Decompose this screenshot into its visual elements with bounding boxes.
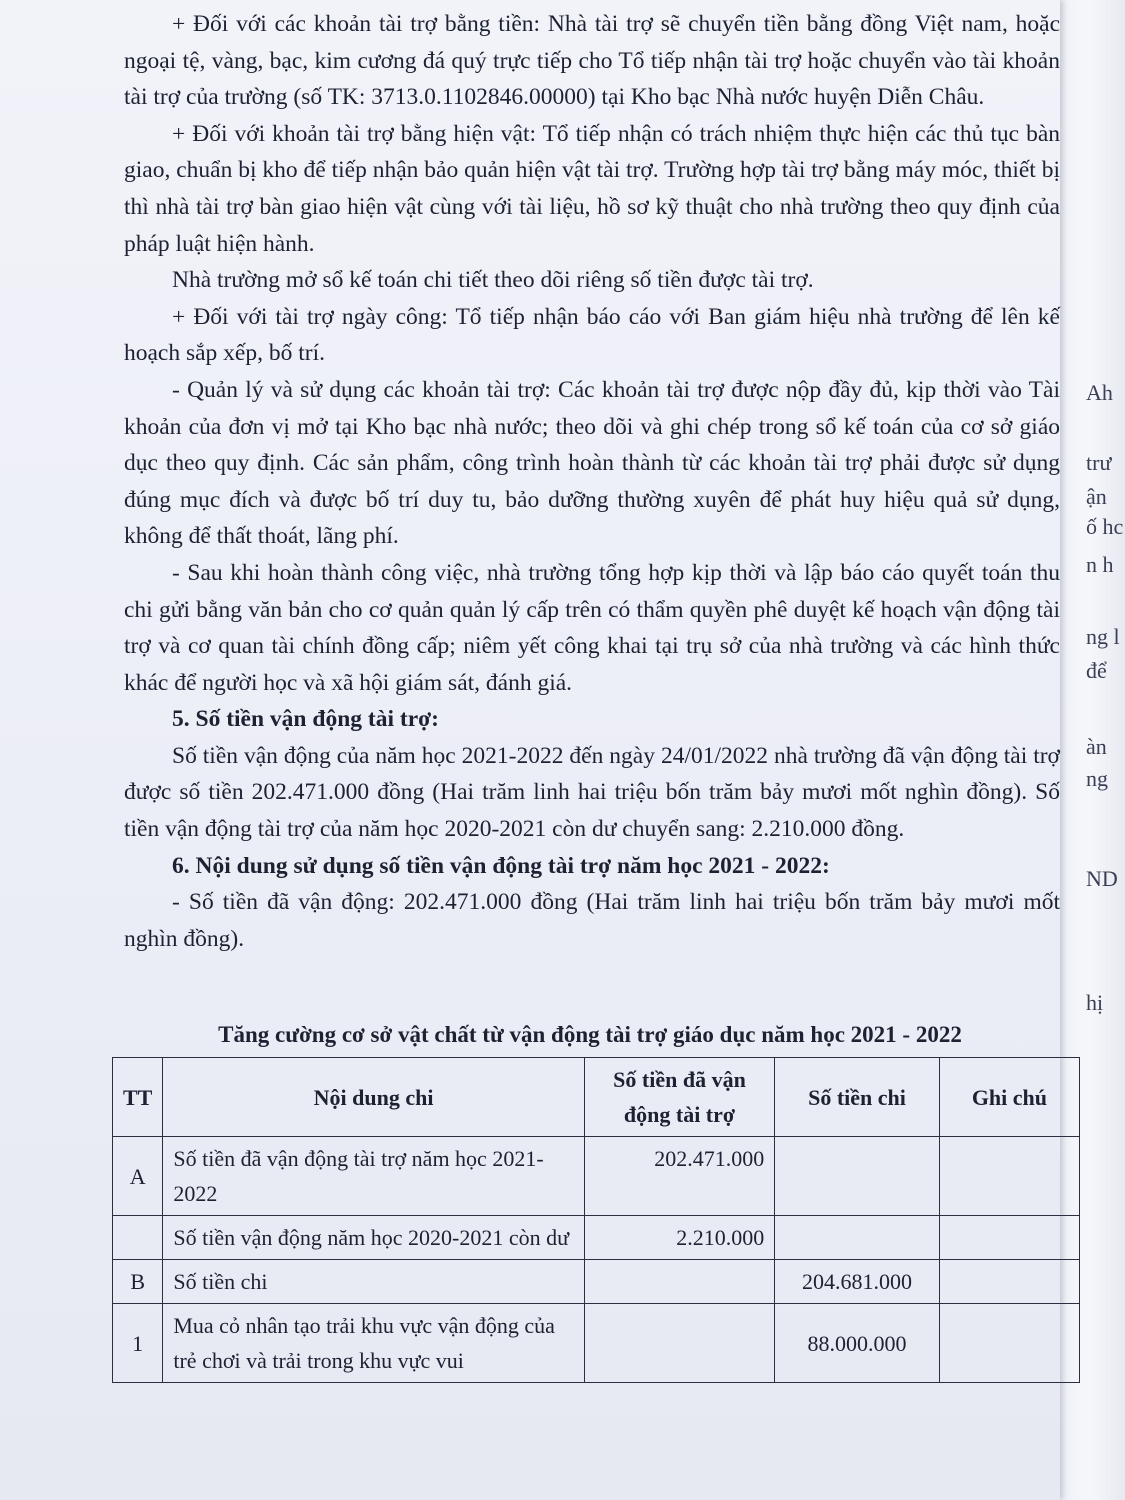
underlying-text-fragment: để xyxy=(1086,658,1107,683)
cell-van-dong xyxy=(584,1260,774,1304)
table-header-row xyxy=(113,1058,1080,1137)
cell-chi: 204.681.000 xyxy=(775,1260,940,1304)
header-ghi-chu: Ghi chú xyxy=(939,1058,1079,1137)
underlying-text-fragment: trư xyxy=(1086,450,1112,475)
cell-van-dong: 202.471.000 xyxy=(584,1137,774,1216)
underlying-text-fragment: ng xyxy=(1086,766,1108,791)
header-so-tien-van-dong: Số tiền đã vận động tài trợ xyxy=(584,1058,774,1137)
table-row xyxy=(113,1304,1080,1383)
paragraph: - Sau khi hoàn thành công việc, nhà trường tổng hợp kịp thời và lập báo cáo quyết toán thu chi gửi bằng văn bản cho cơ quản quản lý cấp trên có thẩm quyền phê duyệt kế hoạch vận động tài trợ và cơ quan tài chính đồng cấp; niêm yết công khai tại trụ sở của nhà trường và các hình thức khác để người học và xã hội giám sát, đánh giá. xyxy=(124,559,1060,696)
cell-noi-dung: Mua cỏ nhân tạo trải khu vực vận động của trẻ chơi và trải trong khu vực vui xyxy=(163,1304,584,1383)
cell-van-dong xyxy=(584,1304,774,1383)
underlying-text-fragment: ận xyxy=(1086,484,1107,509)
paragraph: - Số tiền đã vận động: 202.471.000 đồng (Hai trăm linh hai triệu bốn trăm bảy mươi mốt nghìn đồng). xyxy=(124,889,1060,952)
cell-tt: B xyxy=(113,1260,163,1304)
underlying-text-fragment: Ah xyxy=(1086,380,1113,405)
table-row xyxy=(113,1137,1080,1216)
cell-tt xyxy=(113,1216,163,1260)
table-row xyxy=(113,1216,1080,1260)
underlying-text-fragment: n h xyxy=(1086,552,1114,577)
section-heading: 6. Nội dung sử dụng số tiền vận động tài trợ năm học 2021 - 2022: xyxy=(172,852,830,879)
paragraph: Số tiền vận động của năm học 2021-2022 đến ngày 24/01/2022 nhà trường đã vận động tài trợ được số tiền 202.471.000 đồng (Hai trăm linh hai triệu bốn trăm bảy mươi mốt nghìn đồng). Số tiền vận động tài trợ của năm học 2020-2021 còn dư chuyển sang: 2.210.000 đồng. xyxy=(124,742,1060,843)
cell-van-dong: 2.210.000 xyxy=(584,1216,774,1260)
cell-ghi-chu xyxy=(939,1260,1079,1304)
underlying-text-fragment: hị xyxy=(1086,990,1104,1015)
cell-chi xyxy=(775,1216,940,1260)
section-heading: 5. Số tiền vận động tài trợ: xyxy=(172,706,439,733)
cell-ghi-chu xyxy=(939,1216,1079,1260)
header-noi-dung: Nội dung chi xyxy=(163,1058,584,1137)
cell-ghi-chu xyxy=(939,1304,1079,1383)
paragraph: - Quản lý và sử dụng các khoản tài trợ: Các khoản tài trợ được nộp đầy đủ, kịp thời vào Tài khoản của đơn vị mở tại Kho bạc nhà nước; theo dõi và ghi chép trong sổ kế toán của cơ sở giáo dục theo quy định. Các sản phẩm, công trình hoàn thành từ các khoản tài trợ phải được sử dụng đúng mục đích và được bố trí duy tu, bảo dưỡng thường xuyên để phát huy hiệu quả sử dụng, không để thất thoát, lãng phí. xyxy=(124,376,1060,550)
underlying-text-fragment: ố hc xyxy=(1086,514,1124,539)
paragraph: + Đối với tài trợ ngày công: Tổ tiếp nhận báo cáo với Ban giám hiệu nhà trường để lên kế hoạch sắp xếp, bố trí. xyxy=(124,303,1060,367)
table-title: Tăng cường cơ sở vật chất từ vận động tài trợ giáo dục năm học 2021 - 2022 xyxy=(218,1022,962,1047)
funding-table xyxy=(112,1057,1080,1383)
header-so-tien-chi: Số tiền chi xyxy=(775,1058,940,1137)
cell-chi xyxy=(775,1137,940,1216)
cell-noi-dung: Số tiền đã vận động tài trợ năm học 2021-2022 xyxy=(163,1137,584,1216)
table-row xyxy=(113,1260,1080,1304)
cell-noi-dung: Số tiền chi xyxy=(163,1260,584,1304)
cell-noi-dung: Số tiền vận động năm học 2020-2021 còn dư xyxy=(163,1216,584,1260)
cell-tt: 1 xyxy=(113,1304,163,1383)
paragraph: Nhà trường mở sổ kế toán chi tiết theo dõi riêng số tiền được tài trợ. xyxy=(172,267,814,294)
paragraph: + Đối với khoản tài trợ bằng hiện vật: Tổ tiếp nhận có trách nhiệm thực hiện các thủ tục bàn giao, chuẩn bị kho để tiếp nhận bảo quản hiện vật tài trợ. Trường hợp tài trợ bằng máy móc, thiết bị thì nhà tài trợ bàn giao hiện vật cùng với tài liệu, hồ sơ kỹ thuật cho nhà trường theo quy định của pháp luật hiện hành. xyxy=(124,120,1060,257)
body-text xyxy=(124,6,1060,957)
cell-tt: A xyxy=(113,1137,163,1216)
header-tt: TT xyxy=(113,1058,163,1137)
underlying-text-fragment: ND xyxy=(1086,866,1118,891)
cell-ghi-chu xyxy=(939,1137,1079,1216)
paragraph: + Đối với các khoản tài trợ bằng tiền: Nhà tài trợ sẽ chuyển tiền bằng đồng Việt nam, hoặc ngoại tệ, vàng, bạc, kim cương đá quý trực tiếp cho Tổ tiếp nhận tài trợ hoặc chuyển vào tài khoản tài trợ của trường (số TK: 3713.0.1102846.00000) tại Kho bạc Nhà nước huyện Diễn Châu. xyxy=(124,11,1060,111)
cell-chi: 88.000.000 xyxy=(775,1304,940,1383)
underlying-text-fragment: àn xyxy=(1086,734,1107,759)
underlying-text-fragment: ng l xyxy=(1086,624,1120,649)
